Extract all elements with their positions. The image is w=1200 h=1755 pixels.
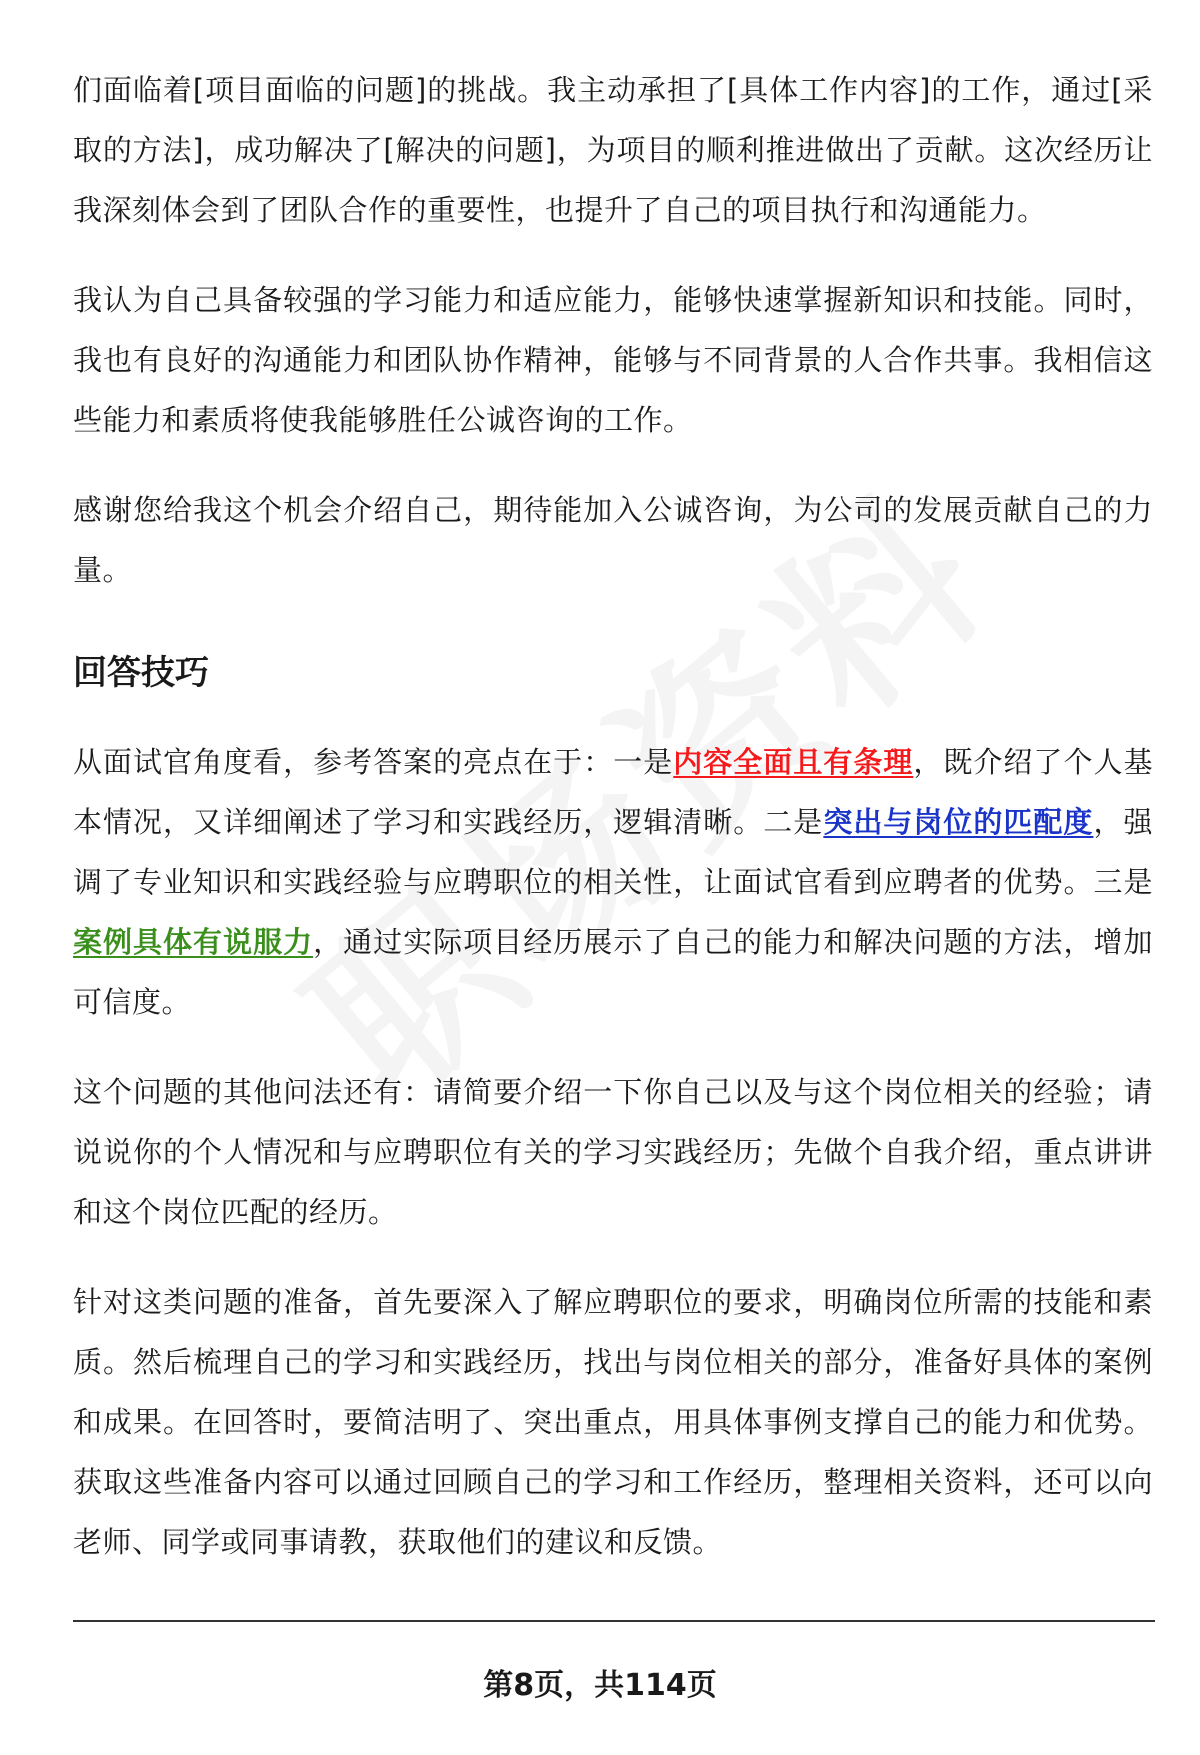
paragraph-alternative-questions: 这个问题的其他问法还有：请简要介绍一下你自己以及与这个岗位相关的经验；请说说你的个人情况和与应聘职位有关的学习实践经历；先做个自我介绍，重点讲讲和这个岗位匹配的经历。: [73, 1075, 1153, 1229]
page-number: 第8页，共114页: [483, 1668, 717, 1703]
footer-divider: [73, 1620, 1155, 1622]
paragraph-abilities: 我认为自己具备较强的学习能力和适应能力，能够快速掌握新知识和技能。同时，我也有良好的沟通能力和团队协作精神，能够与不同背景的人合作共事。我相信这些能力和素质将使我能够胜任公诚咨询的工作。: [73, 283, 1153, 437]
highlight-green: 案例具体有说服力: [73, 925, 314, 959]
highlight-blue: 突出与岗位的匹配度: [823, 805, 1094, 839]
tips-text-4: ，通过实际项目经历展示了自己的能力和解决问题的方法，增加可信度。: [73, 925, 1153, 1019]
tips-text-1: 从面试官角度看，参考答案的亮点在于：一是: [73, 745, 674, 779]
tips-text-2: ，既介绍了个人基本情况，又详细阐述了学习和实践经历，逻辑清晰。二是: [73, 745, 1153, 839]
tips-text-3: ，强调了专业知识和实践经验与应聘职位的相关性，让面试官看到应聘者的优势。三是: [73, 805, 1153, 899]
document-body: [73, 60, 1153, 1602]
paragraph-preparation: 针对这类问题的准备，首先要深入了解应聘职位的要求，明确岗位所需的技能和素质。然后梳理自己的学习和实践经历，找出与岗位相关的部分，准备好具体的案例和成果。在回答时，要简洁明了、突出重点，用具体事例支撑自己的能力和优势。获取这些准备内容可以通过回顾自己的学习和工作经历，整理相关资料，还可以向老师、同学或同事请教，获取他们的建议和反馈。: [73, 1285, 1153, 1559]
section-heading: 回答技巧: [73, 653, 209, 693]
highlight-red: 内容全面且有条理: [673, 745, 914, 779]
paragraph-project-experience: 们面临着[项目面临的问题]的挑战。我主动承担了[具体工作内容]的工作，通过[采取的方法]，成功解决了[解决的问题]，为项目的顺利推进做出了贡献。这次经历让我深刻体会到了团队合作的重要性，也提升了自己的项目执行和沟通能力。: [73, 73, 1153, 227]
paragraph-tips: [73, 732, 1153, 1032]
paragraph-thanks: 感谢您给我这个机会介绍自己，期待能加入公诚咨询，为公司的发展贡献自己的力量。: [73, 493, 1153, 587]
